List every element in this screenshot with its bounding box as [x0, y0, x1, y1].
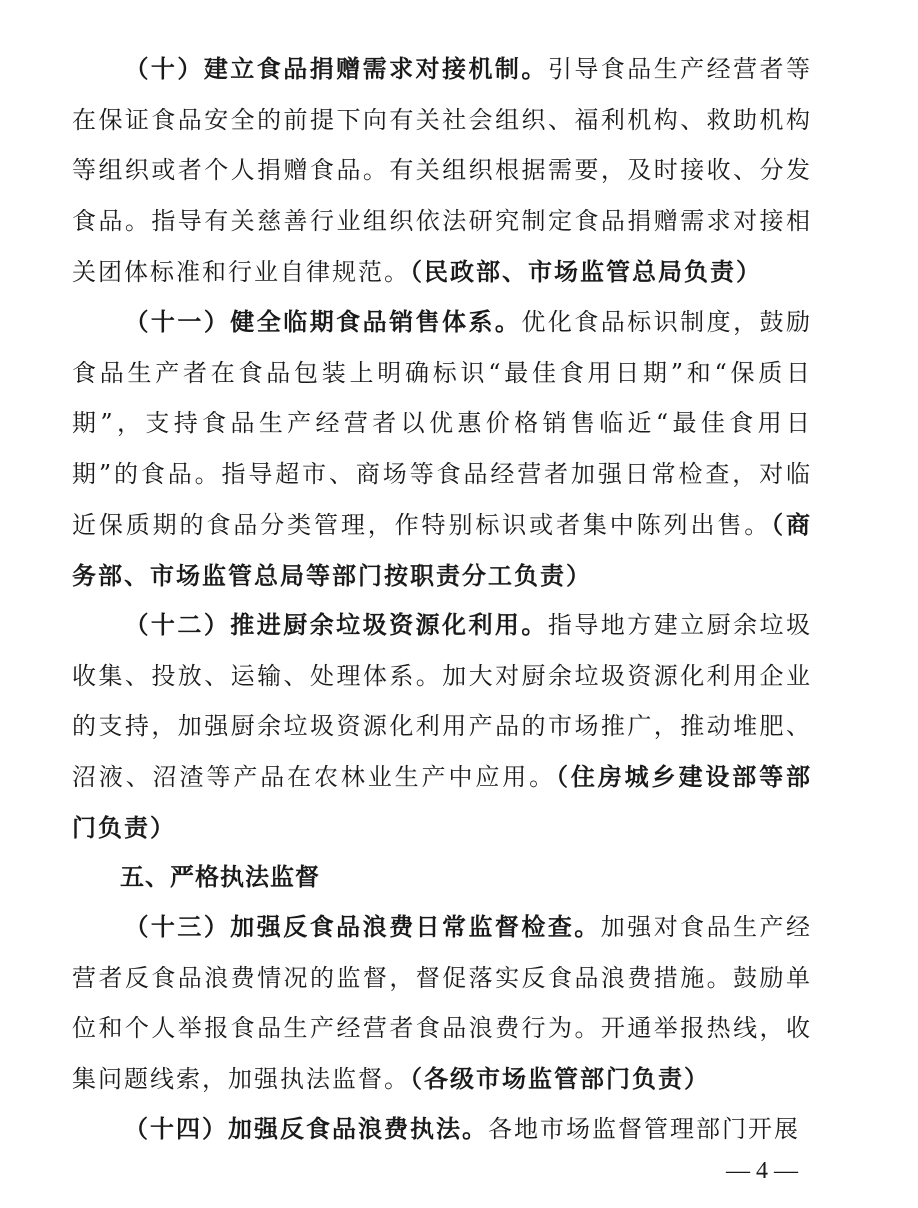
paragraph-body: 指导地方建立厨余垃圾收集、投放、运输、处理体系。加大对厨余垃圾资源化利用企业的支持，加强厨余垃圾资源化利用产品的市场推广，推动堆肥、沼液、沼渣等产品在农林业生产中应用。 — [72, 611, 813, 792]
responsibility-note: （住房城乡建设部等部门负责） — [72, 763, 812, 842]
responsibility-note: （各级市场监管部门负责） — [410, 1065, 710, 1094]
paragraph-11 — [72, 297, 812, 601]
paragraph-12 — [72, 600, 812, 854]
paragraph-body: 各地市场监督管理部门开展 — [488, 1115, 800, 1143]
paragraph-heading: （十三）加强反食品浪费日常监督检查。 — [124, 913, 601, 941]
paragraph-body: 加强对食品生产经营者反食品浪费情况的监督，督促落实反食品浪费措施。鼓励单位和个人举报食品生产经营者食品浪费行为。开通举报热线，收集问题线索，加强执法监督。 — [72, 913, 813, 1094]
paragraph-14 — [72, 1104, 812, 1155]
paragraph-13 — [72, 902, 812, 1105]
paragraph-body: 优化食品标识制度，鼓励食品生产者在食品包装上明确标识“最佳食用日期”和“保质日期”，支持食品生产经营者以优惠价格销售临近“最佳食用日期”的食品。指导超市、商场等食品经营者加强日常检查，对临近保质期的食品分类管理，作特别标识或者集中陈列出售。 — [72, 308, 813, 539]
paragraph-heading: （十四）加强反食品浪费执法。 — [124, 1115, 488, 1143]
paragraph-10 — [72, 44, 812, 298]
paragraph-heading: （十）建立食品捐赠需求对接机制。 — [124, 55, 548, 83]
paragraph-heading: （十一）健全临期食品销售体系。 — [124, 308, 522, 336]
section-heading: 五、严格执法监督 — [120, 863, 320, 891]
paragraph-heading: （十二）推进厨余垃圾资源化利用。 — [124, 611, 548, 639]
page-number: — 4 — — [726, 1158, 798, 1184]
responsibility-note: （民政部、市场监管总局负责） — [410, 257, 762, 286]
paragraph-body: 引导食品生产经营者等在保证食品安全的前提下向有关社会组织、福利机构、救助机构等组织或者个人捐赠食品。有关组织根据需要，及时接收、分发食品。指导有关慈善行业组织依法研究制定食品捐赠需求对接相关团体标准和行业自律规范。 — [72, 55, 813, 286]
responsibility-note: （商务部、市场监管总局等部门按职责分工负责） — [72, 510, 812, 590]
